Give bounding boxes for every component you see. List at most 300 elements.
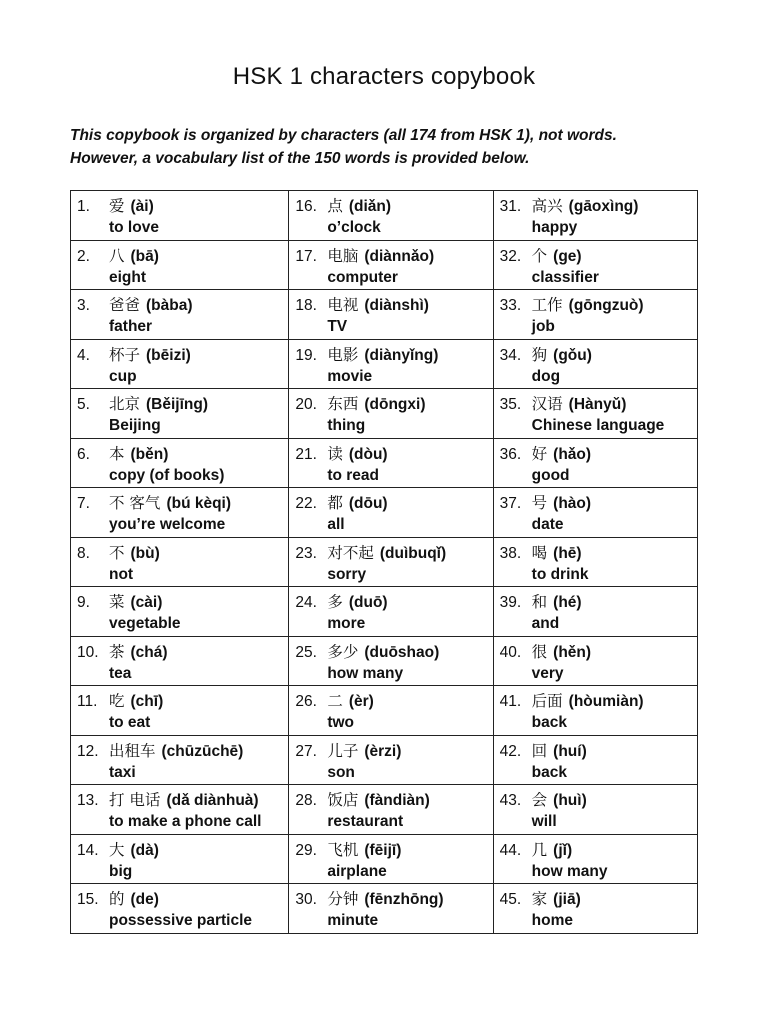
table-row (71, 636, 698, 686)
entry-header (71, 294, 288, 317)
vocab-cell (71, 339, 289, 389)
entry-header (289, 591, 492, 614)
vocab-cell (289, 785, 493, 835)
entry-pinyin: (chá) (130, 643, 168, 661)
intro-line-1: This copybook is organized by characters (all 174 from HSK 1), not words. (70, 127, 617, 144)
entry-meaning: back (531, 763, 567, 781)
entry-hanzi: 电影 (327, 345, 359, 364)
entry-number: 19. (295, 346, 317, 364)
entry-meaning: to make a phone call (109, 813, 262, 831)
entry-pinyin: (chūzūchē) (161, 742, 244, 760)
entry-header (71, 839, 288, 862)
entry-number: 45. (499, 891, 522, 909)
entry-number: 42. (499, 742, 522, 760)
entry-header (71, 542, 288, 565)
entry-meaning: o’clock (327, 219, 381, 236)
entry-header (71, 195, 288, 218)
entry-hanzi: 对不起 (327, 543, 374, 562)
vocab-cell (289, 438, 493, 488)
entry-meaning: more (327, 615, 366, 633)
entry-hanzi: 家 (531, 890, 548, 909)
entry-hanzi: 爱 (109, 197, 125, 215)
vocabulary-table-body (71, 191, 698, 934)
vocab-cell (71, 587, 289, 637)
entry-number: 41. (499, 693, 522, 711)
entry-hanzi: 飞机 (327, 840, 359, 859)
entry-header (289, 839, 492, 862)
entry-number: 39. (499, 594, 522, 612)
entry-meaning: eight (109, 268, 147, 286)
table-row (71, 587, 698, 637)
vocab-entry (71, 785, 288, 833)
vocab-entry (71, 241, 288, 289)
entry-pinyin: (fēijī) (364, 841, 402, 859)
entry-number: 40. (499, 643, 522, 661)
entry-pinyin: (jiā) (553, 891, 581, 909)
table-row (71, 488, 698, 538)
entry-header (289, 641, 492, 664)
entry-pinyin: (bù) (130, 544, 160, 562)
entry-number: 4. (77, 346, 90, 364)
entry-header (494, 492, 697, 515)
vocab-cell (289, 191, 493, 241)
entry-hanzi: 电脑 (327, 246, 359, 265)
entry-header (494, 591, 697, 614)
table-row (71, 191, 698, 241)
entry-pinyin: (běn) (130, 445, 169, 463)
entry-header (494, 690, 697, 713)
entry-meaning: thing (327, 417, 366, 435)
entry-number: 23. (295, 544, 317, 562)
entry-number: 13. (77, 792, 99, 810)
entry-header (289, 888, 492, 911)
entry-header (494, 245, 697, 268)
entry-meaning: cup (109, 367, 137, 385)
entry-pinyin: (bēizi) (146, 346, 191, 364)
entry-header (289, 245, 492, 268)
vocab-cell (71, 240, 289, 290)
entry-meaning: will (531, 813, 557, 831)
vocab-entry (289, 884, 492, 932)
entry-pinyin: (gǒu) (553, 346, 592, 364)
entry-pinyin: (bú kèqi) (166, 495, 232, 513)
table-row (71, 884, 698, 934)
entry-header (494, 740, 697, 763)
vocab-cell (493, 785, 697, 835)
entry-meaning: how many (531, 862, 608, 880)
entry-meaning: date (531, 516, 564, 534)
vocab-cell (493, 191, 697, 241)
entry-header (71, 393, 288, 416)
entry-hanzi: 多少 (327, 642, 359, 661)
entry-pinyin: (diǎn) (348, 198, 392, 215)
table-row (71, 686, 698, 736)
entry-meaning: Beijing (109, 417, 161, 435)
vocab-entry (289, 835, 492, 883)
vocab-cell (493, 438, 697, 488)
entry-number: 34. (499, 346, 522, 364)
vocab-cell (493, 884, 697, 934)
entry-hanzi: 八 (109, 246, 125, 265)
vocab-cell (493, 240, 697, 290)
entry-meaning: home (531, 912, 573, 930)
entry-number: 44. (499, 841, 522, 859)
vocab-entry (494, 538, 697, 586)
entry-header (494, 344, 697, 367)
vocab-entry (494, 587, 697, 635)
entry-header (494, 789, 697, 812)
entry-header (71, 641, 288, 664)
entry-header (494, 839, 697, 862)
vocab-entry (494, 637, 697, 685)
entry-header (494, 294, 697, 317)
entry-hanzi: 大 (109, 840, 125, 859)
entry-number: 25. (295, 643, 317, 661)
entry-hanzi: 点 (327, 197, 343, 215)
vocab-cell (289, 240, 493, 290)
entry-meaning: and (531, 615, 560, 633)
entry-pinyin: (gāoxìng) (568, 198, 639, 215)
vocab-entry (289, 241, 492, 289)
entry-number: 35. (499, 396, 522, 414)
vocab-entry (289, 488, 492, 536)
entry-hanzi: 几 (531, 840, 548, 859)
vocab-entry (289, 340, 492, 388)
vocab-entry (71, 736, 288, 784)
entry-header (71, 740, 288, 763)
vocab-cell (71, 686, 289, 736)
vocab-cell (289, 290, 493, 340)
entry-hanzi: 电视 (327, 296, 359, 315)
entry-hanzi: 菜 (109, 593, 125, 612)
entry-pinyin: (diànnǎo) (364, 247, 435, 265)
entry-hanzi: 分钟 (327, 890, 359, 909)
vocab-cell (71, 834, 289, 884)
table-row (71, 785, 698, 835)
entry-meaning: restaurant (327, 813, 404, 831)
entry-pinyin: (dà) (130, 841, 159, 859)
vocabulary-table (70, 190, 698, 934)
vocab-cell (71, 636, 289, 686)
vocab-cell (493, 537, 697, 587)
table-row (71, 537, 698, 587)
entry-hanzi: 个 (531, 246, 548, 265)
vocab-entry (289, 587, 492, 635)
entry-number: 29. (295, 841, 317, 859)
vocab-entry (289, 389, 492, 437)
entry-header (71, 245, 288, 268)
entry-meaning: possessive particle (109, 912, 253, 930)
vocab-entry (494, 191, 697, 239)
entry-header (71, 591, 288, 614)
entry-meaning: all (327, 516, 345, 534)
entry-hanzi: 很 (531, 642, 548, 661)
entry-pinyin: (duōshao) (364, 643, 440, 661)
table-row (71, 438, 698, 488)
entry-pinyin: (hǎo) (553, 445, 592, 463)
entry-meaning: very (531, 664, 564, 682)
vocab-cell (289, 636, 493, 686)
vocab-cell (493, 587, 697, 637)
vocab-entry (494, 340, 697, 388)
vocab-entry (71, 587, 288, 635)
vocab-entry (289, 785, 492, 833)
vocab-cell (493, 339, 697, 389)
entry-pinyin: (huì) (553, 792, 587, 810)
vocab-entry (289, 538, 492, 586)
entry-hanzi: 东西 (327, 395, 359, 414)
vocab-cell (289, 389, 493, 439)
entry-number: 22. (295, 495, 317, 513)
entry-pinyin: (hé) (553, 594, 582, 612)
entry-header (289, 690, 492, 713)
entry-number: 33. (499, 297, 522, 315)
entry-hanzi: 回 (531, 741, 548, 760)
entry-number: 6. (77, 445, 90, 463)
vocab-entry (494, 439, 697, 487)
entry-hanzi: 儿子 (327, 741, 359, 760)
entry-number: 7. (77, 495, 90, 513)
vocab-cell (71, 488, 289, 538)
vocab-entry (494, 241, 697, 289)
entry-number: 30. (295, 891, 317, 909)
vocab-cell (71, 191, 289, 241)
vocab-entry (71, 389, 288, 437)
vocab-cell (71, 290, 289, 340)
entry-pinyin: (duō) (348, 594, 388, 612)
vocab-cell (289, 686, 493, 736)
entry-header (289, 542, 492, 565)
table-row (71, 834, 698, 884)
vocab-entry (494, 835, 697, 883)
entry-pinyin: (èrzi) (364, 742, 402, 760)
entry-meaning: you’re welcome (109, 516, 226, 534)
page-title: HSK 1 characters copybook (232, 63, 536, 90)
entry-hanzi: 饭店 (327, 791, 359, 810)
vocab-entry (71, 290, 288, 338)
vocab-cell (493, 636, 697, 686)
vocab-entry (494, 785, 697, 833)
entry-meaning: minute (327, 912, 379, 930)
vocab-entry (289, 736, 492, 784)
entry-meaning: to love (109, 219, 159, 236)
entry-header (494, 888, 697, 911)
vocab-entry (289, 439, 492, 487)
vocab-entry (289, 191, 492, 239)
entry-hanzi: 茶 (109, 642, 125, 661)
vocab-cell (493, 686, 697, 736)
entry-hanzi: 好 (531, 444, 548, 463)
vocab-cell (289, 339, 493, 389)
entry-number: 15. (77, 891, 99, 909)
entry-number: 43. (499, 792, 522, 810)
entry-meaning: TV (327, 318, 348, 336)
entry-number: 37. (499, 495, 522, 513)
entry-hanzi: 不 客气 (109, 494, 161, 513)
entry-meaning: vegetable (109, 615, 181, 633)
entry-header (289, 344, 492, 367)
entry-number: 38. (499, 544, 522, 562)
vocab-cell (289, 587, 493, 637)
entry-pinyin: (duìbuqǐ) (379, 544, 447, 562)
entry-meaning: back (531, 714, 567, 732)
vocab-entry (494, 290, 697, 338)
entry-header (494, 393, 697, 416)
entry-number: 12. (77, 742, 99, 760)
entry-number: 14. (77, 841, 99, 859)
entry-number: 32. (499, 247, 522, 265)
vocab-entry (71, 340, 288, 388)
entry-header (71, 344, 288, 367)
vocab-cell (493, 290, 697, 340)
entry-header (71, 492, 288, 515)
entry-pinyin: (hòumiàn) (568, 693, 644, 711)
entry-meaning: Chinese language (531, 417, 665, 435)
vocab-entry (71, 191, 288, 239)
vocab-cell (71, 438, 289, 488)
entry-pinyin: (de) (130, 891, 159, 909)
vocab-entry (289, 686, 492, 734)
entry-number: 1. (77, 198, 90, 215)
entry-meaning: two (327, 714, 355, 732)
entry-pinyin: (dōu) (348, 495, 388, 513)
entry-number: 27. (295, 742, 317, 760)
vocab-cell (71, 785, 289, 835)
entry-meaning: to read (327, 466, 380, 484)
entry-pinyin: (jǐ) (553, 841, 573, 859)
vocab-entry (289, 290, 492, 338)
entry-header (289, 294, 492, 317)
entry-hanzi: 爸爸 (109, 296, 141, 315)
entry-pinyin: (dòu) (348, 445, 388, 463)
entry-header (289, 393, 492, 416)
entry-pinyin: (huí) (553, 742, 587, 760)
intro-line-2: However, a vocabulary list of the 150 words is provided below. (70, 150, 530, 167)
vocab-cell (71, 537, 289, 587)
entry-pinyin: (hěn) (553, 643, 592, 661)
entry-meaning: dog (531, 367, 561, 385)
entry-hanzi: 喝 (531, 543, 548, 562)
vocab-cell (493, 834, 697, 884)
entry-pinyin: (ài) (130, 198, 154, 215)
vocab-cell (289, 884, 493, 934)
entry-hanzi: 汉语 (531, 395, 563, 414)
entry-meaning: happy (531, 219, 578, 236)
entry-number: 9. (77, 594, 90, 612)
vocab-entry (71, 488, 288, 536)
entry-meaning: computer (327, 268, 398, 286)
entry-pinyin: (Běijīng) (146, 396, 209, 414)
entry-meaning: son (327, 763, 355, 781)
vocab-entry (71, 439, 288, 487)
entry-pinyin: (dōngxi) (364, 396, 426, 414)
vocab-cell (71, 735, 289, 785)
entry-hanzi: 多 (327, 593, 343, 612)
entry-hanzi: 会 (531, 791, 548, 810)
entry-hanzi: 都 (327, 494, 343, 513)
entry-number: 2. (77, 247, 90, 265)
entry-hanzi: 的 (109, 890, 125, 909)
entry-header (289, 195, 492, 218)
entry-meaning: job (531, 318, 555, 336)
entry-number: 28. (295, 792, 317, 810)
entry-header (71, 443, 288, 466)
entry-number: 10. (77, 643, 99, 661)
entry-number: 26. (295, 693, 317, 711)
entry-meaning: copy (of books) (109, 466, 225, 484)
entry-hanzi: 读 (327, 444, 343, 463)
entry-hanzi: 后面 (531, 692, 563, 711)
entry-number: 18. (295, 297, 317, 315)
entry-hanzi: 杯子 (109, 345, 141, 364)
entry-hanzi: 出租车 (109, 741, 156, 760)
entry-pinyin: (èr) (348, 693, 374, 711)
vocab-entry (494, 736, 697, 784)
entry-pinyin: (hē) (553, 544, 582, 562)
entry-meaning: big (109, 862, 133, 880)
entry-number: 5. (77, 396, 90, 414)
vocab-cell (71, 389, 289, 439)
entry-header (289, 789, 492, 812)
entry-hanzi: 狗 (531, 345, 548, 364)
entry-number: 36. (499, 445, 522, 463)
vocab-entry (494, 488, 697, 536)
entry-hanzi: 号 (531, 494, 548, 513)
entry-meaning: to eat (109, 714, 151, 732)
vocab-entry (71, 538, 288, 586)
entry-pinyin: (fàndiàn) (364, 792, 430, 810)
entry-number: 11. (77, 693, 98, 711)
entry-header (494, 641, 697, 664)
vocab-entry (71, 686, 288, 734)
entry-header (494, 443, 697, 466)
entry-hanzi: 北京 (109, 395, 141, 414)
entry-meaning: movie (327, 367, 373, 385)
vocab-cell (493, 735, 697, 785)
entry-pinyin: (dǎ diànhuà) (166, 792, 259, 810)
entry-hanzi: 和 (531, 593, 548, 612)
entry-meaning: to drink (531, 565, 589, 583)
entry-pinyin: (bàba) (146, 297, 193, 315)
entry-hanzi: 本 (109, 444, 125, 463)
entry-pinyin: (ge) (553, 247, 582, 265)
entry-number: 31. (499, 198, 522, 215)
entry-pinyin: (hào) (553, 495, 592, 513)
entry-meaning: tea (109, 664, 132, 682)
entry-header (289, 443, 492, 466)
entry-pinyin: (chī) (130, 693, 164, 711)
entry-meaning: father (109, 318, 153, 336)
entry-pinyin: (cài) (130, 594, 163, 612)
vocab-cell (289, 735, 493, 785)
table-row (71, 339, 698, 389)
vocab-entry (289, 637, 492, 685)
entry-meaning: good (531, 466, 570, 484)
entry-meaning: airplane (327, 862, 387, 880)
table-row (71, 389, 698, 439)
entry-pinyin: (Hànyǔ) (568, 396, 627, 414)
entry-header (289, 740, 492, 763)
entry-meaning: sorry (327, 565, 367, 583)
entry-number: 24. (295, 594, 317, 612)
entry-hanzi: 高兴 (531, 197, 563, 215)
entry-hanzi: 二 (327, 692, 343, 711)
entry-header (71, 789, 288, 812)
intro-text (70, 124, 730, 170)
entry-hanzi: 吃 (109, 692, 125, 711)
entry-pinyin: (fēnzhōng) (364, 891, 444, 909)
entry-number: 20. (295, 396, 317, 414)
